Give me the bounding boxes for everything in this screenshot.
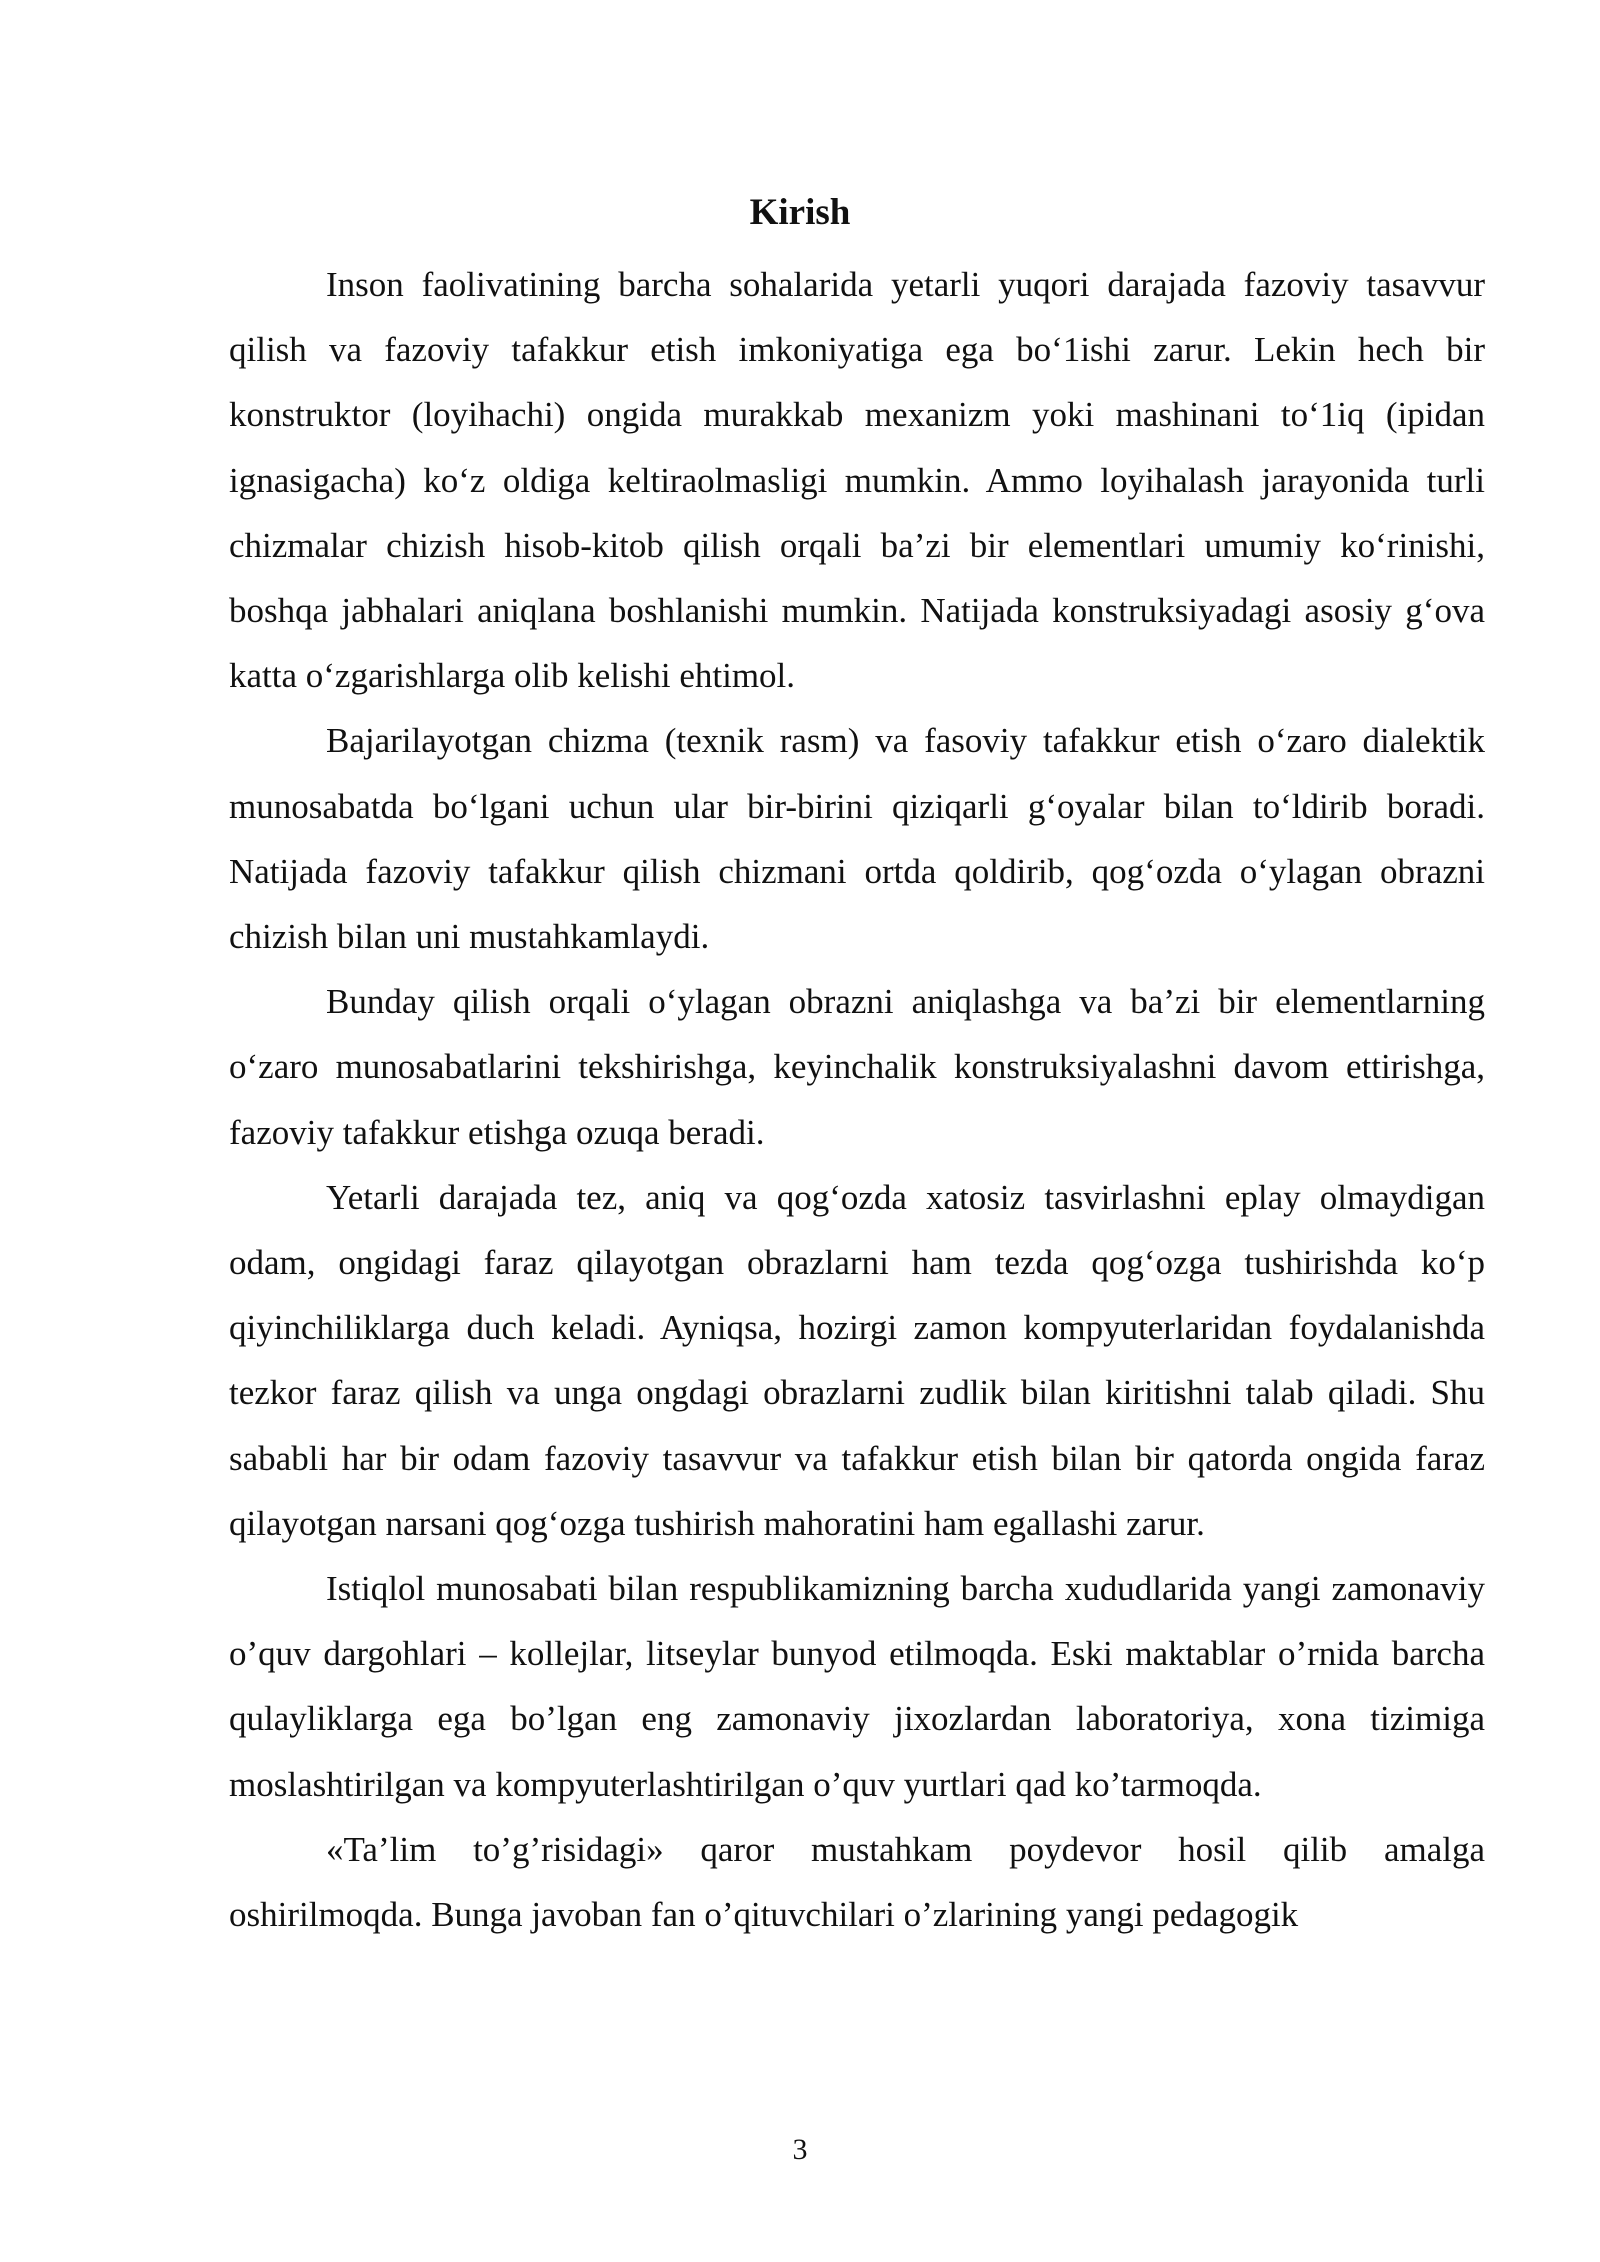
paragraph: Yetarli darajada tez, aniq va qog‘ozda xatosiz tasvirlashni eplay olmaydigan odam, ongidagi faraz qilayotgan obrazlarni ham tezda qog‘ozga tushirishda ko‘p qiyinchiliklarga duch keladi. Ayniqsa, hozirgi zamon kompyuterlaridan foydalanishda tezkor faraz qilish va unga ongdagi obrazlarni zudlik bilan kiritishni talab qiladi. Shu sababli har bir odam fazoviy tasavvur va tafakkur etish bilan bir qatorda ongida faraz qilayotgan narsani qog‘ozga tushirish mahoratini ham egallashi zarur. [229, 1177, 1485, 1543]
paragraph: Istiqlol munosabati bilan respublikamizning barcha xududlarida yangi zamonaviy o’quv dargohlari – kollejlar, litseylar bunyod etilmoqda. Eski maktablar o’rnida barcha qulayliklarga ega bo’lgan eng zamonaviy jixozlardan laboratoriya, xona tizimiga moslashtirilgan va kompyuterlashtirilgan o’quv yurtlari qad ko’tarmoqda. [229, 1569, 1485, 1804]
paragraph: «Ta’lim to’g’risidagi» qaror mustahkam poydevor hosil qilib amalga oshirilmoqda. Bunga javoban fan o’qituvchilari o’zlarining yangi pedagogik [229, 1829, 1485, 1935]
paragraph: Bajarilayotgan chizma (texnik rasm) va fasoviy tafakkur etish o‘zaro dialektik munosabatda bo‘lgani uchun ular bir-birini qiziqarli g‘oyalar bilan to‘ldirib boradi. Natijada fazoviy tafakkur qilish chizmani ortda qoldirib, qog‘ozda o‘ylagan obrazni chizish bilan uni mustahkamlaydi. [229, 721, 1485, 957]
page-number: 3 [792, 2133, 808, 2166]
paragraph: Bunday qilish orqali o‘ylagan obrazni aniqlashga va ba’zi bir elementlarning o‘zaro munosabatlarini tekshirishga, keyinchalik konstruksiyalashni davom ettirishga, fazoviy tafakkur etishga ozuqa beradi. [229, 982, 1485, 1152]
body-text [229, 252, 1485, 1947]
paragraph: Inson faolivatining barcha sohalarida yetarli yuqori darajada fazoviy tasavvur qilish va fazoviy tafakkur etish imkoniyatiga ega bo‘1ishi zarur. Lekin hech bir konstruktor (loyihachi) ongida murakkab mexanizm yoki mashinani to‘1iq (ipidan ignasigacha) ko‘z oldiga keltiraolmasligi mumkin. Ammo loyihalash jarayonida turli chizmalar chizish hisob-kitob qilish orqali ba’zi bir elementlari umumiy ko‘rinishi, boshqa jabhalari aniqlana boshlanishi mumkin. Natijada konstruksiyadagi asosiy g‘ova katta o‘zgarishlarga olib kelishi ehtimol. [229, 265, 1485, 696]
section-heading: Kirish [749, 192, 851, 233]
